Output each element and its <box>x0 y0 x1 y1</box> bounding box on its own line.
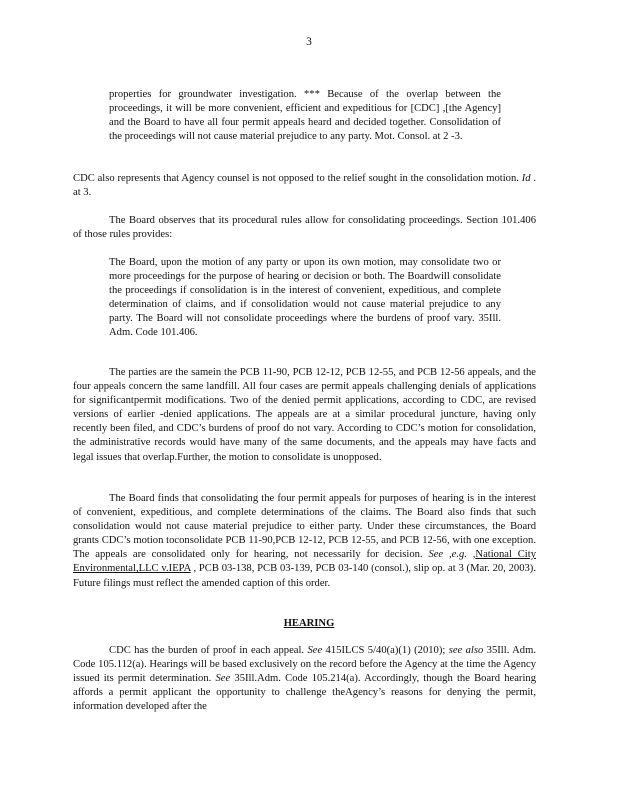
page-number: 3 <box>306 36 312 48</box>
para-4-text-a: The Board finds that consolidating the four permit appeals for purposes of hearing is in the interest of convenient, expeditious, and complete determinations of the claims. The Board also finds that such consolidation would not cause material prejudice to either party. Under these circumstances, the Board grants CDC’s motion toconsolidate PCB 11-90,PCB 12-12, PCB 12-55, and PCB 12-56, with one exception. The appeals are consolidated only for hearing, not necessarily for decision. <box>73 493 536 561</box>
quote-1-text: properties for groundwater investigation. *** Because of the overlap between the proceedings, it will be more convenient, efficient and expeditious for [CDC] ,[the Agency] and the Board to have all four permit appeals heard and decided together. Consolidation of the proceedings will not cause material prejudice to any party. Mot. Consol. at 2 -3. <box>109 89 501 143</box>
para-4-text-c: , PCB 03-138, PCB 03-139, PCB 03-140 (consol.), slip op. at 3 (Mar. 20, 2003). Future filings must reflect the amended caption of this order. <box>73 563 536 589</box>
paragraph-agency-counsel <box>73 172 536 200</box>
paragraph-board-finds <box>73 492 536 591</box>
para-3-text: The parties are the samein the PCB 11-90, PCB 12-12, PCB 12-55, and PCB 12-56 appeals, and the four appeals concern the same landfill. All four cases are permit appeals challenging denials of applications for significantpermit modifications. Two of the denied permit applications, according to CDC, are revised versions of earlier -denied applications. The appeals are at a similar procedural juncture, having only recently been filed, and CDC’s burdens of proof do not vary. According to CDC’s motion for consolidation, the administrative records would have many of the same documents, and the appeals may have facts and legal issues that overlap.Further, the motion to consolidate is unopposed. <box>73 367 536 463</box>
see-also-signal: see also <box>448 645 484 656</box>
see-eg-signal: See ,e.g. <box>428 549 467 561</box>
block-quote-motion-excerpt <box>109 88 501 144</box>
paragraph-burden-of-proof <box>73 644 536 714</box>
case-name-citation: National City Environmental,LLC v.IEPA <box>73 549 536 575</box>
para-1-text-a: CDC also represents that Agency counsel is not opposed to the relief sought in the consolidation motion. <box>73 173 522 184</box>
block-quote-section-101-406 <box>109 256 501 341</box>
para-4-text-b: , <box>466 549 476 561</box>
paragraph-parties-same <box>73 366 536 465</box>
para-5-text-c: 35Ill. Adm. Code 105.112(a). Hearings will be based exclusively on the record before the Agency at the time the Agency issued its permit determination. <box>73 645 536 685</box>
section-heading-hearing: HEARING <box>283 618 335 629</box>
quote-2-text: The Board, upon the motion of any party or upon its own motion, may consolidate two or more proceedings for the purpose of hearing or decision or both. The Boardwill consolidate the proceedings if consolidation is in the interest of convenient, expeditious, and complete determination of claims, and if consolidation would not cause material prejudice to any party. The Board will not consolidate proceedings where the burdens of proof vary. 35Ill. Adm. Code 101.406. <box>109 257 501 339</box>
see-signal-2: See <box>215 673 231 685</box>
paragraph-procedural-rules <box>73 214 536 242</box>
para-5-text-d: 35Ill.Adm. Code 105.214(a). Accordingly, though the Board hearing affords a permit applicant the opportunity to challenge theAgency’s reasons for denying the permit, information developed after the <box>73 673 536 713</box>
para-5-text-b: 415ILCS 5/40(a)(1) (2010); <box>322 645 449 656</box>
para-5-text-a: CDC has the burden of proof in each appeal. <box>109 645 308 656</box>
id-citation: Id <box>521 173 531 184</box>
see-signal-1: See <box>307 645 323 656</box>
para-1-text-b: . at 3. <box>73 173 537 199</box>
para-2-text: The Board observes that its procedural rules allow for consolidating proceedings. Section 101.406 of those rules provides: <box>73 215 536 241</box>
